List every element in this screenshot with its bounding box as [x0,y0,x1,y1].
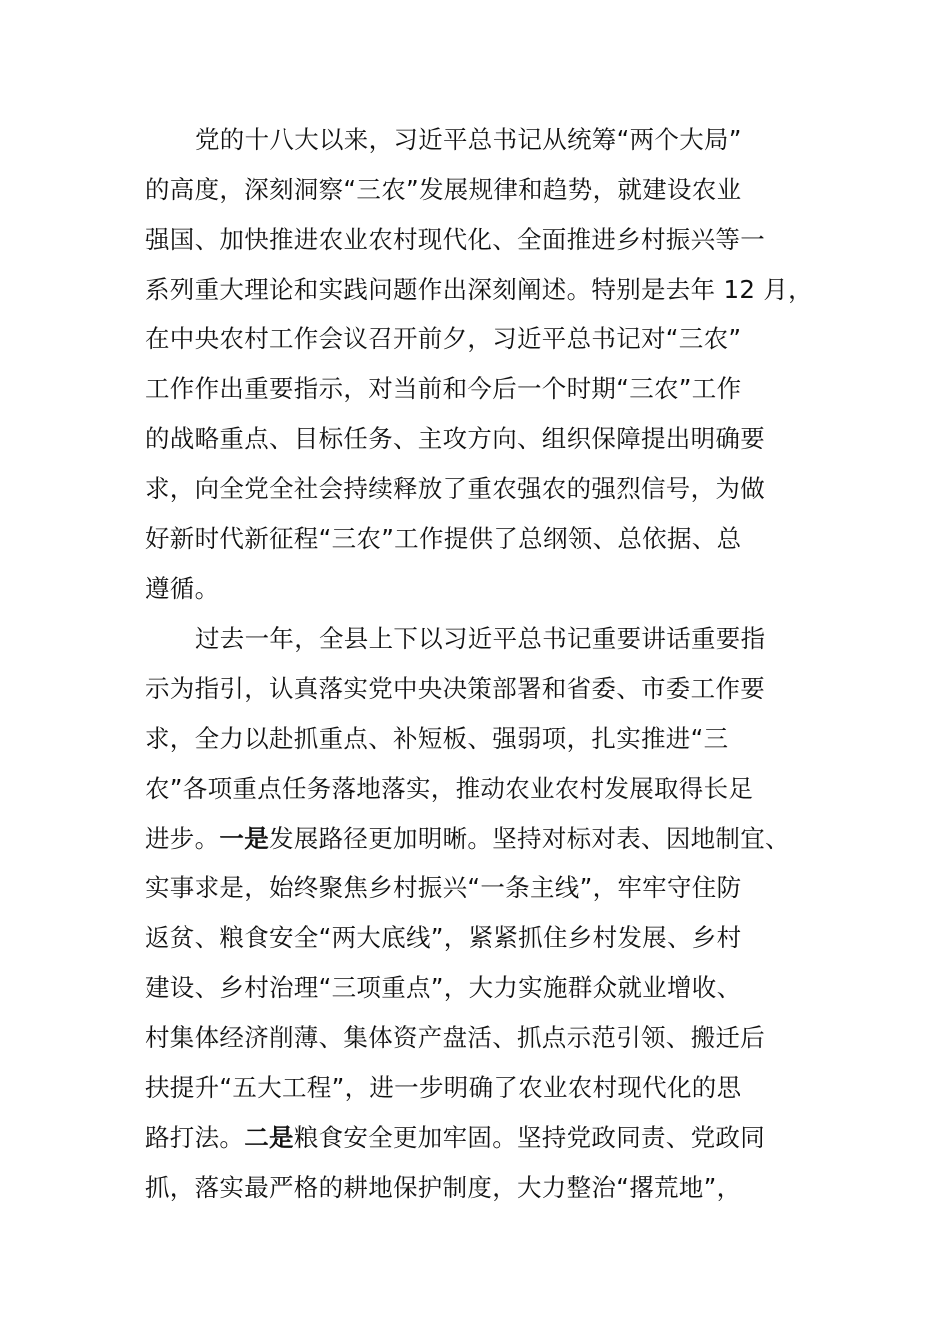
paragraph-2-line-11 [145,1123,765,1153]
paragraph-2-line-12: 抓，落实最严格的耕地保护制度，大力整治“撂荒地”， [145,1173,742,1202]
paragraph-1-line-4: 系列重大理论和实践问题作出深刻阐述。特别是去年 12 月， [145,275,813,304]
paragraph-2-line-9: 村集体经济削薄、集体资产盘活、抓点示范引领、搬迁后 [145,1023,765,1052]
line-text-end: 粮食安全更加牢固。坚持党政同责、党政同 [293,1123,766,1152]
paragraph-2-line-8: 建设、乡村治理“三项重点”，大力实施群众就业增收、 [145,973,742,1002]
paragraph-2-line-2: 示为指引，认真落实党中央决策部署和省委、市委工作要 [145,674,765,703]
paragraph-1-line-6: 工作作出重要指示，对当前和今后一个时期“三农”工作 [145,374,742,403]
paragraph-2-line-7: 返贫、粮食安全“两大底线”，紧紧抓住乡村发展、乡村 [145,923,742,952]
line-text-start: 路打法。 [145,1123,245,1152]
paragraph-2-line-3: 求，全力以赴抓重点、补短板、强弱项，扎实推进“三 [145,724,729,753]
line-text-end: 发展路径更加明晰。坚持对标对表、因地制宜、 [269,824,790,853]
paragraph-2-line-6: 实事求是，始终聚焦乡村振兴“一条主线”，牢牢守住防 [145,873,742,902]
paragraph-1-line-5: 在中央农村工作会议召开前夕，习近平总书记对“三农” [145,324,742,353]
paragraph-1-line-3: 强国、加快推进农业农村现代化、全面推进乡村振兴等一 [145,225,765,254]
paragraph-1-line-7: 的战略重点、目标任务、主攻方向、组织保障提出明确要 [145,424,765,453]
bold-marker-1: 一是 [219,824,270,853]
paragraph-1-line-8: 求，向全党全社会持续释放了重农强农的强烈信号，为做 [145,474,765,503]
paragraph-2-line-1: 过去一年，全县上下以习近平总书记重要讲话重要指 [195,624,766,653]
bold-marker-2: 二是 [244,1123,294,1152]
line-text-start: 进步。 [145,824,220,853]
paragraph-2-line-5 [145,824,790,854]
paragraph-1-line-9: 好新时代新征程“三农”工作提供了总纲领、总依据、总 [145,524,742,553]
paragraph-2-line-10: 扶提升“五大工程”，进一步明确了农业农村现代化的思 [145,1073,742,1102]
paragraph-2-line-4: 农”各项重点任务落地落实，推动农业农村发展取得长足 [145,774,754,803]
paragraph-1-line-1: 党的十八大以来，习近平总书记从统筹“两个大局” [195,125,742,154]
paragraph-1-line-2: 的高度，深刻洞察“三农”发展规律和趋势，就建设农业 [145,175,742,204]
paragraph-1-line-10: 遵循。 [145,574,220,603]
